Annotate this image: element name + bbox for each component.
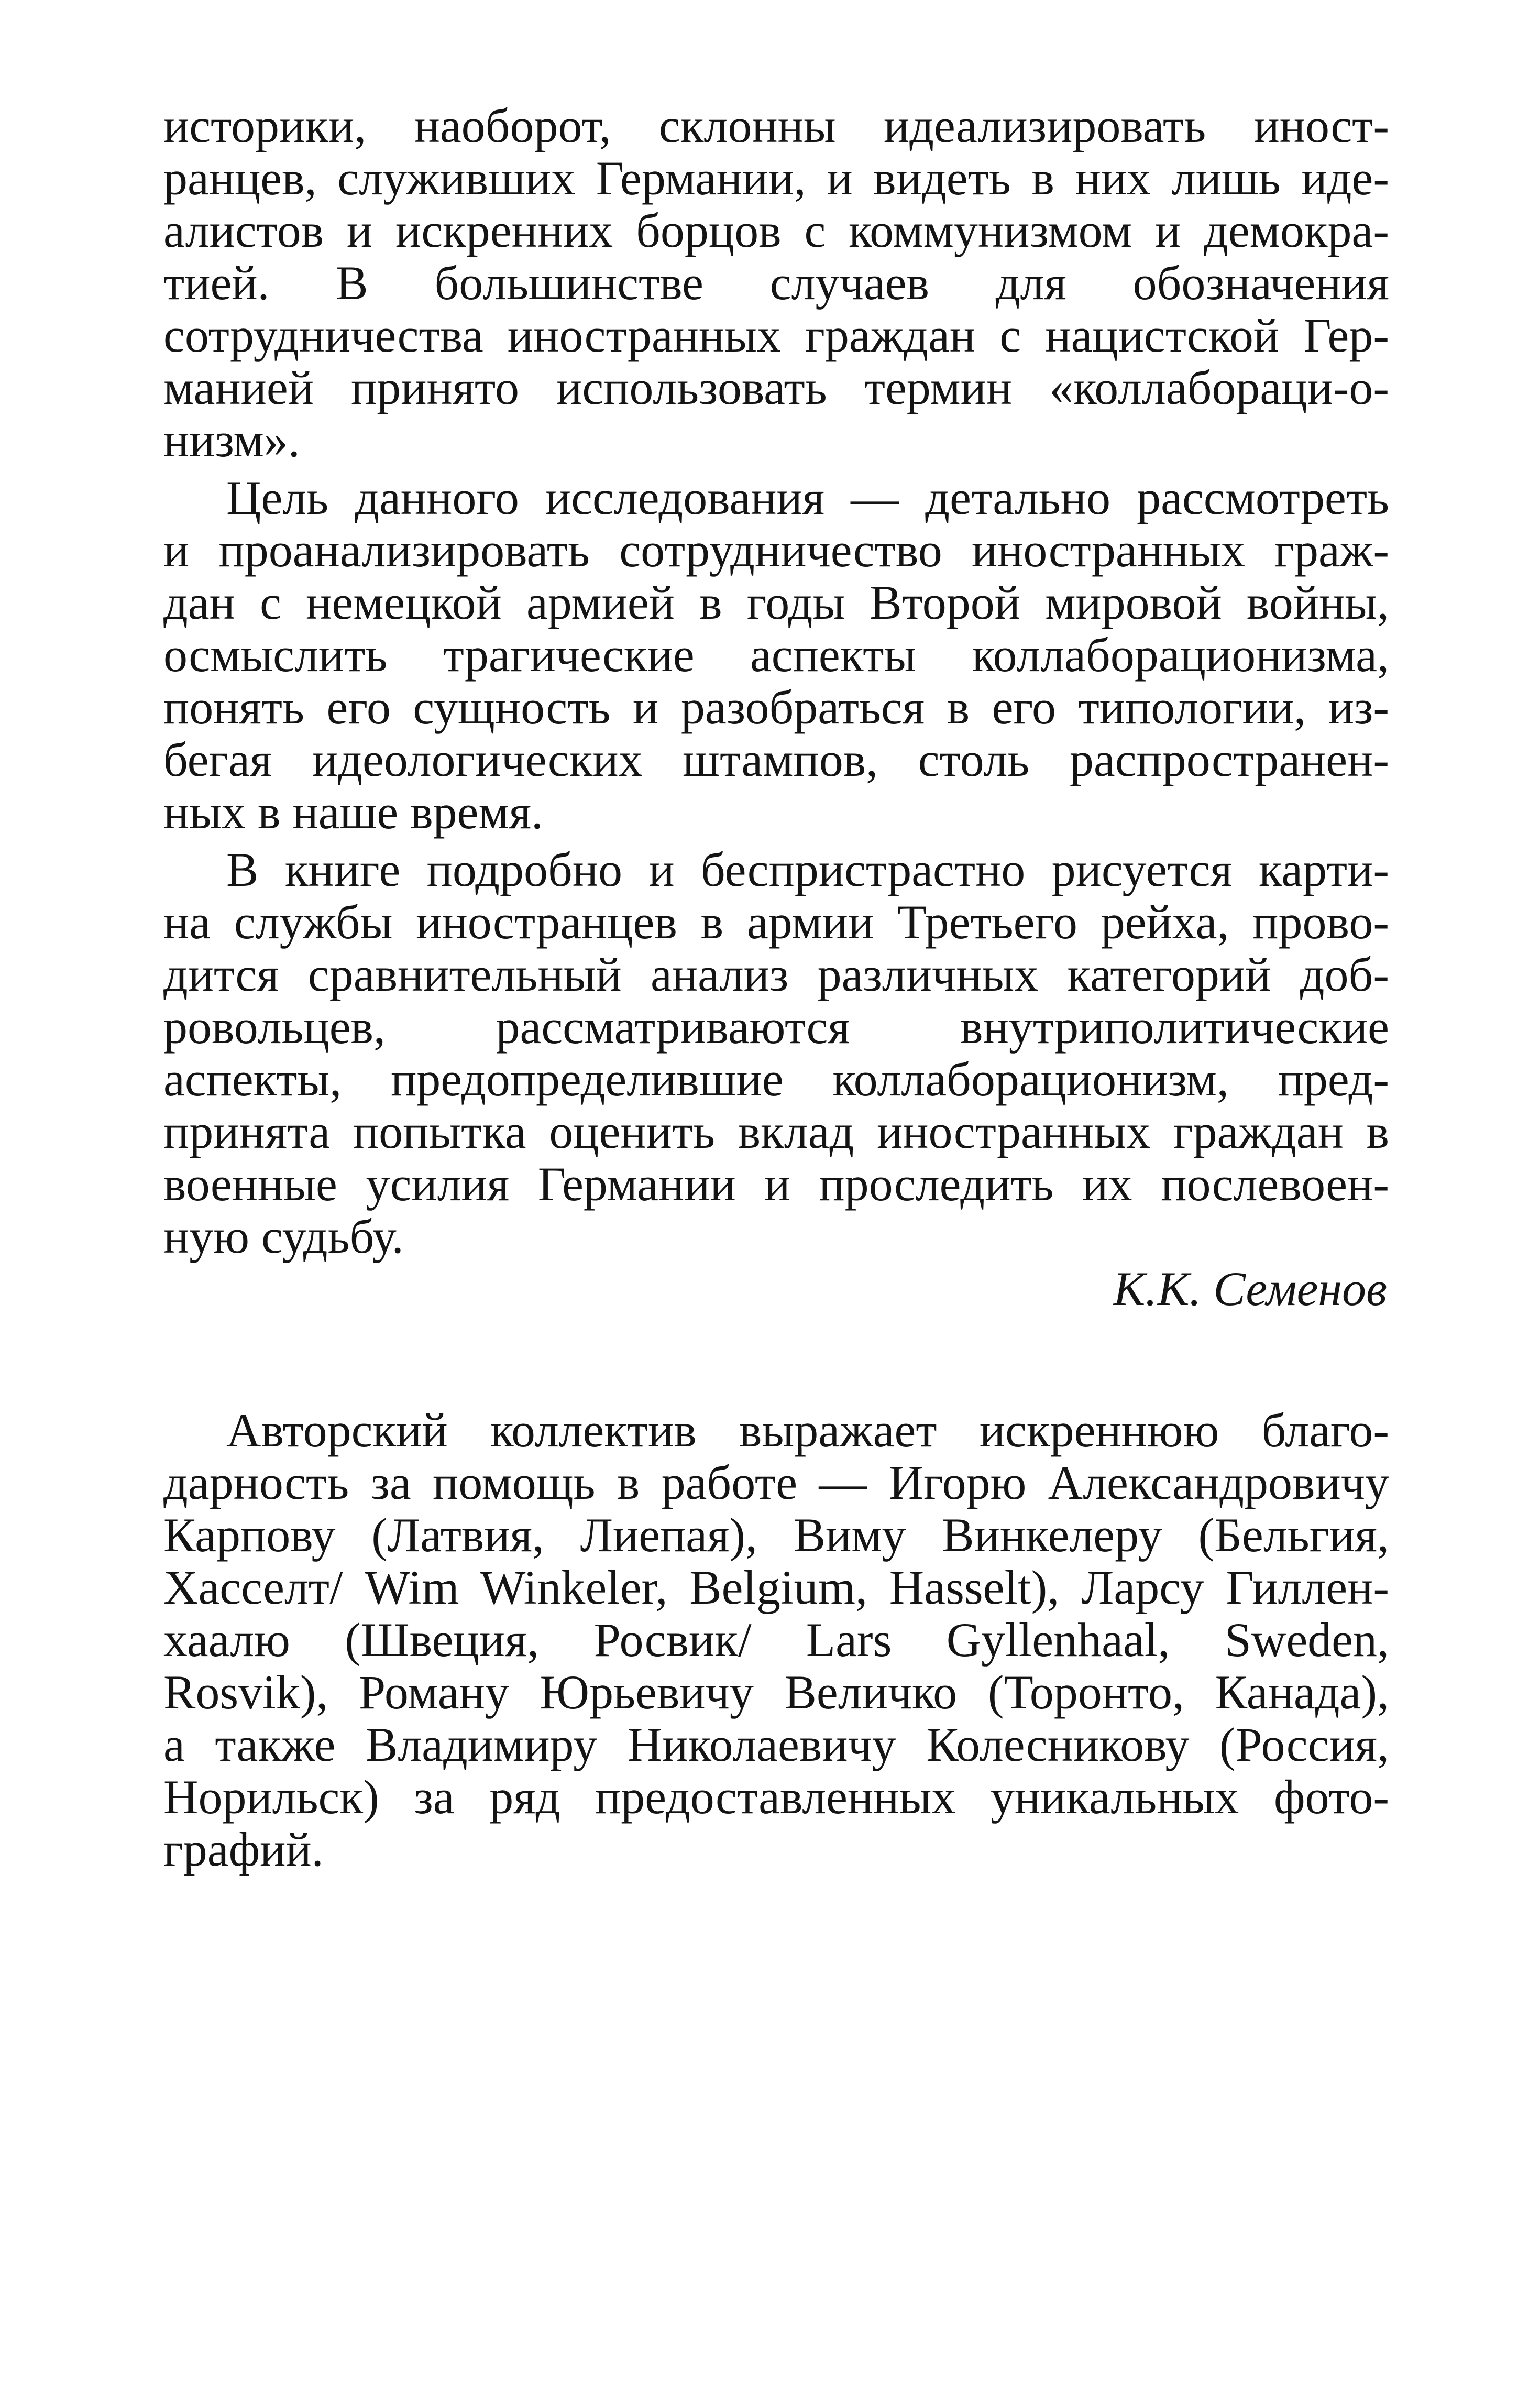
text-line: алистов и искренних борцов с коммунизмом и демокра- [163, 204, 1389, 257]
text-line: тией. В большинстве случаев для обозначения [163, 256, 1389, 310]
acknowledgements-paragraph [163, 1404, 1389, 1876]
text-line: ную судьбу. [163, 1210, 404, 1263]
text-line: Цель данного исследования — детально рассмотреть [226, 471, 1389, 524]
text-line: дится сравнительный анализ различных категорий доб- [163, 948, 1389, 1001]
text-line: ранцев, служивших Германии, и видеть в них лишь иде- [163, 151, 1389, 205]
text-line: низм». [163, 413, 300, 467]
text-line: ровольцев, рассматриваются внутриполитические [163, 1000, 1389, 1054]
text-line: сотрудничества иностранных граждан с нацистской Гер- [163, 309, 1389, 362]
document-page [163, 100, 1389, 1876]
text-line: Карпову (Латвия, Лиепая), Виму Винкелеру (Бельгия, [163, 1508, 1389, 1562]
text-line: принята попытка оценить вклад иностранных граждан в [163, 1105, 1389, 1158]
paragraph-3 [163, 843, 1389, 1263]
text-line: графий. [163, 1823, 324, 1876]
text-line: военные усилия Германии и проследить их послевоен- [163, 1157, 1389, 1211]
paragraph-2 [163, 472, 1389, 838]
text-line: понять его сущность и разобраться в его типологии, из- [163, 681, 1389, 734]
text-line: В книге подробно и беспристрастно рисуется карти- [226, 843, 1389, 896]
text-line: а также Владимиру Николаевичу Колесникову (Россия, [163, 1718, 1389, 1771]
text-line: Авторский коллектив выражает искреннюю благо- [226, 1404, 1389, 1457]
text-line: дан с немецкой армией в годы Второй мировой войны, [163, 576, 1389, 629]
text-line: на службы иностранцев в армии Третьего рейха, прово- [163, 895, 1389, 949]
text-line: Норильск) за ряд предоставленных уникальных фото- [163, 1770, 1389, 1824]
text-line: дарность за помощь в работе — Игорю Александровичу [163, 1456, 1389, 1509]
author-signature: К.К. Семенов [1113, 1262, 1387, 1315]
text-line: осмыслить трагические аспекты коллаборационизма, [163, 628, 1389, 682]
text-line: и проанализировать сотрудничество иностранных граж- [163, 523, 1389, 577]
text-line: Rosvik), Роману Юрьевичу Величко (Торонто, Канада), [163, 1665, 1389, 1719]
text-line: манией принято использовать термин «коллабораци-о- [163, 361, 1389, 414]
text-line: историки, наоборот, склонны идеализировать иност- [163, 99, 1389, 152]
text-line: Хасселт/ Wim Winkeler, Belgium, Hasselt), Ларсу Гиллен- [163, 1561, 1389, 1614]
text-line: аспекты, предопределившие коллаборационизм, пред- [163, 1053, 1389, 1106]
text-line: хаалю (Швеция, Росвик/ Lars Gyllenhaal, Sweden, [163, 1613, 1389, 1667]
text-line: ных в наше время. [163, 785, 544, 839]
paragraph-1 [163, 100, 1389, 466]
text-line: бегая идеологических штампов, столь распространен- [163, 733, 1389, 786]
